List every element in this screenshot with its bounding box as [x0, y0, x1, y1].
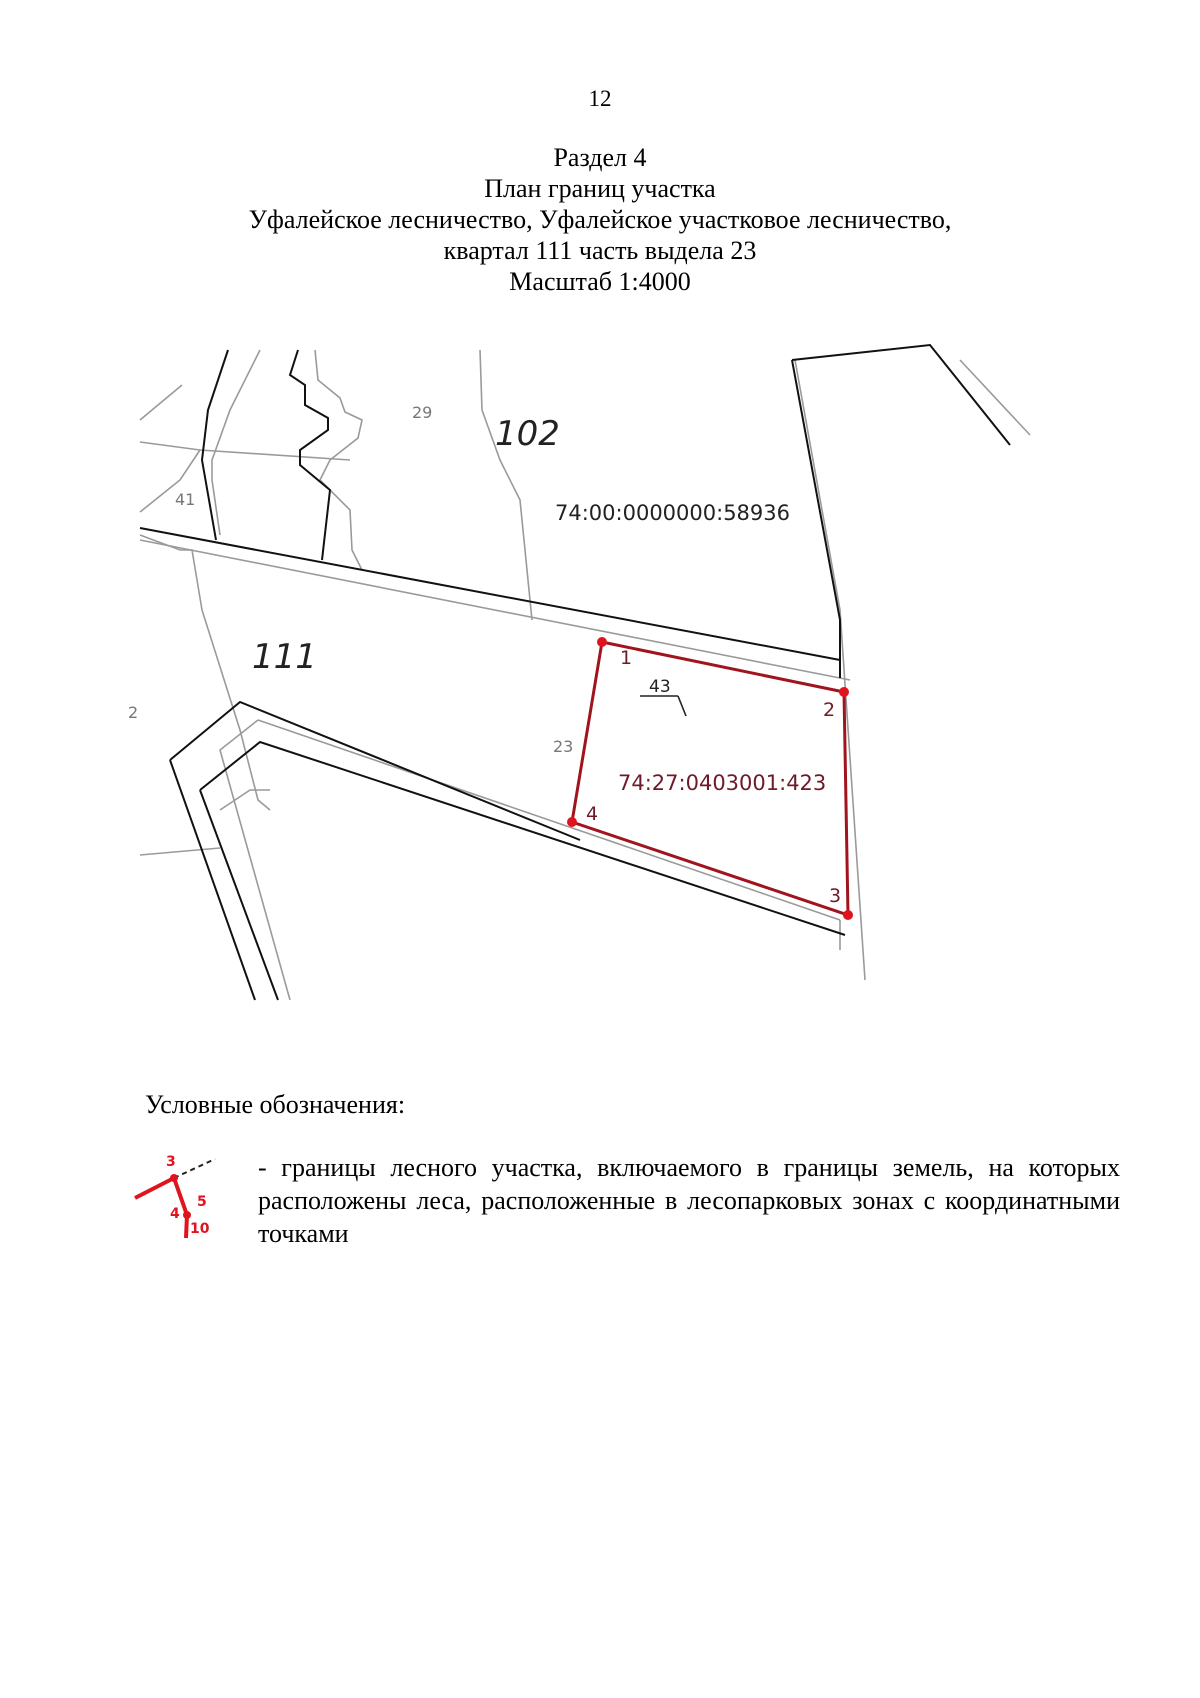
- subplot-label: 43: [649, 677, 671, 697]
- subplot-marker: [640, 696, 686, 716]
- contour-line: [140, 540, 850, 680]
- legend-item-text: - границы лесного участка, включаемого в границы земель, на которых расположены леса, расположенные в лесопарковых зонах с координатными точками: [258, 1153, 1120, 1248]
- page-number: 12: [588, 86, 612, 111]
- legend-heading: Условные обозначения:: [145, 1090, 406, 1119]
- legend-symbol-label-a: 3: [166, 1154, 176, 1170]
- boundary-point-3: [843, 910, 853, 920]
- parcel-label-41: 41: [175, 490, 196, 509]
- contour-line: [140, 385, 182, 420]
- quarter-line: [200, 790, 278, 1000]
- legend-symbol-label-d: 10: [190, 1221, 210, 1237]
- point-label-1: 1: [620, 647, 633, 669]
- contour-line: [220, 720, 290, 1000]
- contour-line: [140, 442, 350, 460]
- boundary-point-1: [597, 637, 607, 647]
- boundary-legend-icon: [140, 1153, 230, 1243]
- contour-line: [258, 720, 840, 920]
- cadastral-label-plot: 74:27:0403001:423: [618, 771, 827, 795]
- point-label-2: 2: [823, 699, 836, 721]
- quarter-line: [792, 345, 1010, 445]
- quarter-line: [792, 360, 840, 678]
- quarter-line: [170, 702, 580, 840]
- quarter-line: [140, 528, 840, 660]
- boundary-point-4: [567, 817, 577, 827]
- legend-symbol-label-b: 5: [197, 1194, 207, 1210]
- scale-title: Масштаб 1:4000: [509, 267, 691, 296]
- contour-line: [960, 360, 1030, 435]
- boundary-point-2: [839, 687, 849, 697]
- plan-title: План границ участка: [484, 174, 716, 203]
- quarter-line: [202, 350, 228, 540]
- quarter-label-102: 102: [495, 414, 560, 454]
- edge-label-2: 2: [128, 703, 139, 722]
- section-title: Раздел 4: [553, 143, 647, 172]
- point-label-4: 4: [586, 803, 599, 825]
- title-block: [0, 142, 1200, 297]
- legend-symbol-label-c: 4: [170, 1206, 180, 1222]
- quarter-line: [290, 350, 330, 560]
- parcel-label-29: 29: [412, 403, 433, 422]
- quarter-label-111: 111: [252, 637, 317, 677]
- parcel-label-23: 23: [553, 737, 574, 756]
- contour-line: [140, 535, 270, 810]
- cadastral-label-large: 74:00:0000000:58936: [555, 501, 790, 525]
- contour-line: [140, 848, 220, 855]
- map-svg: [128, 350, 1100, 1050]
- contour-line: [480, 350, 532, 620]
- boundary-plan-map: [128, 350, 1100, 1050]
- quarter-title: квартал 111 часть выдела 23: [443, 236, 757, 265]
- forestry-title: Уфалейское лесничество, Уфалейское участковое лесничество,: [248, 205, 952, 234]
- contour-line: [220, 790, 270, 810]
- point-label-3: 3: [829, 885, 842, 907]
